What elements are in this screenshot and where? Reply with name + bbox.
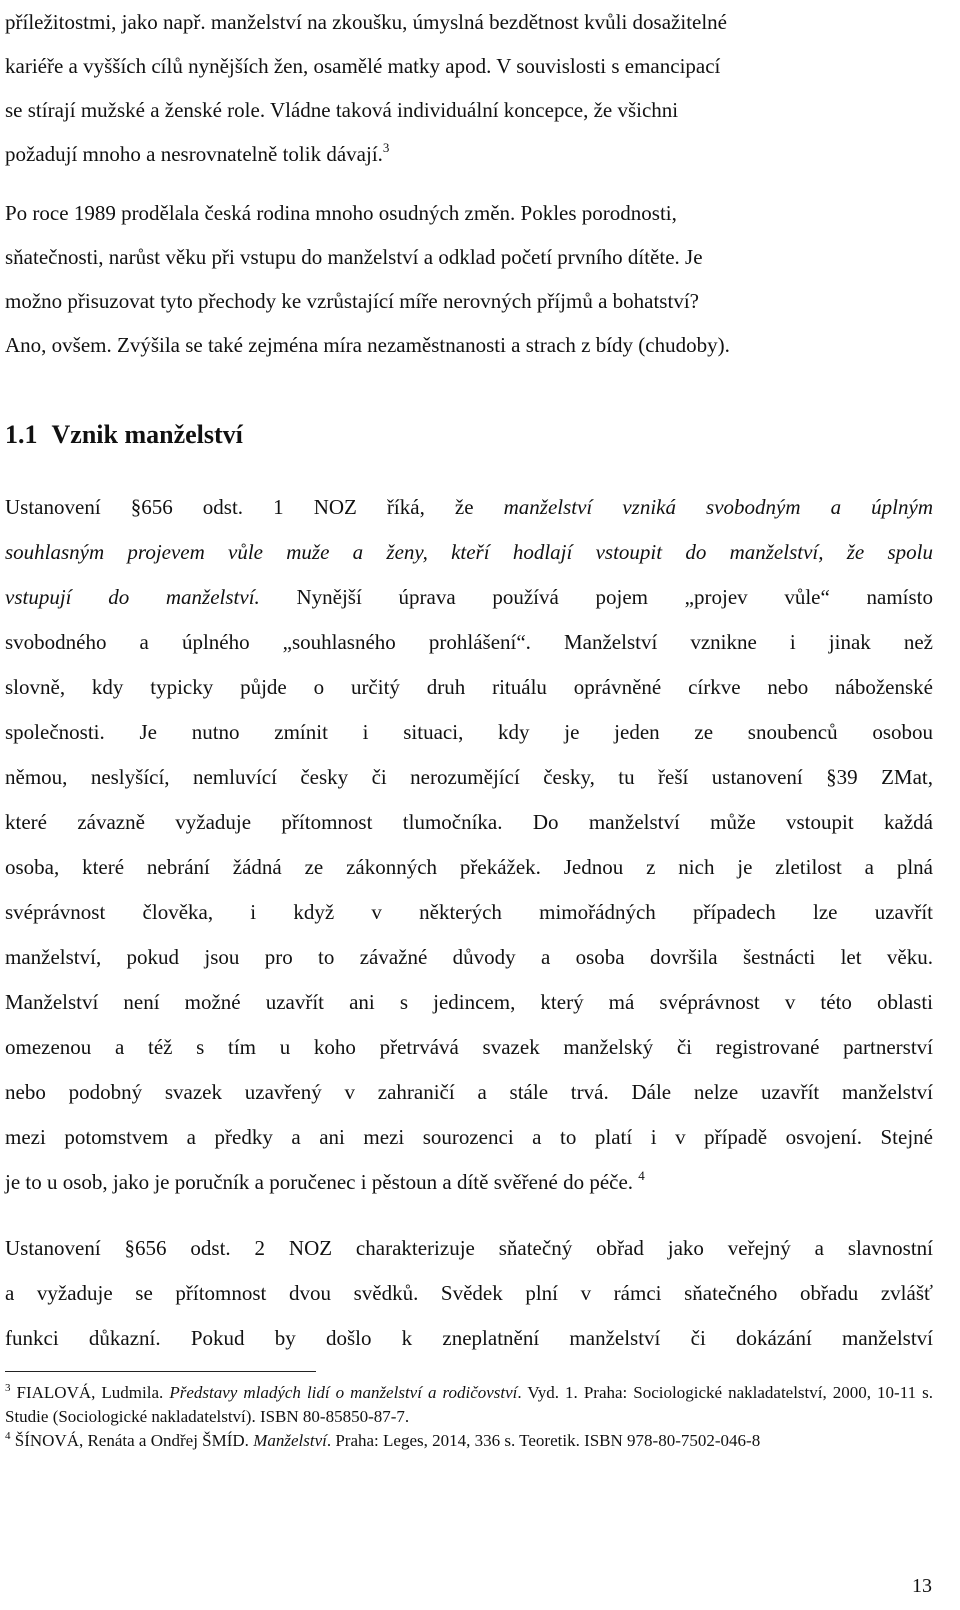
text-line: Po roce 1989 prodělala česká rodina mnoho osudných změn. Pokles porodnosti, <box>5 201 677 225</box>
text-line: sňatečnosti, narůst věku při vstupu do manželství a odklad početí prvního dítěte. Je <box>5 245 703 269</box>
text-line: a vyžaduje se přítomnost dvou svědků. Svědek plní v rámci sňatečného obřadu zvlášť <box>5 1281 933 1305</box>
text-line: slovně, kdy typicky půjde o určitý druh rituálu oprávněné církve nebo náboženské <box>5 675 933 699</box>
text-line: Ano, ovšem. Zvýšila se také zejména míra nezaměstnanosti a strach z bídy (chudoby). <box>5 333 730 357</box>
text-line: manželství, pokud jsou pro to závažné důvody a osoba dovršila šestnácti let věku. <box>5 945 933 969</box>
footnote-number: 4 <box>5 1430 11 1442</box>
text-line <box>5 1160 933 1205</box>
footnote-separator <box>5 1371 316 1372</box>
text-line: osoba, které nebrání žádná ze zákonných překážek. Jednou z nich je zletilost a plná <box>5 855 933 879</box>
footnote-author: FIALOVÁ, Ludmila. <box>16 1383 170 1402</box>
footnote-number: 3 <box>5 1382 11 1394</box>
footnote-ref-4: 4 <box>638 1168 645 1183</box>
text-fragment: je to u osob, jako je poručník a poručenec i pěstoun a dítě svěřené do péče. <box>5 1170 634 1194</box>
text-line <box>5 575 933 620</box>
text-line: mezi potomstvem a předky a ani mezi sourozenci a to platí i v případě osvojení. Stejné <box>5 1125 933 1149</box>
text-line: omezenou a též s tím u koho přetrvává svazek manželský či registrované partnerství <box>5 1035 933 1059</box>
footnote-4 <box>5 1429 933 1453</box>
text-line: příležitostmi, jako např. manželství na zkoušku, úmyslná bezdětnost kvůli dosažitelné <box>5 10 727 34</box>
text-fragment: požadují mnoho a nesrovnatelně tolik dávají. <box>5 142 383 166</box>
section-number: 1.1 <box>5 420 38 449</box>
text-line: Manželství není možné uzavřít ani s jedincem, který má svéprávnost v této oblasti <box>5 990 933 1014</box>
italic-fragment: vstupují do manželství. <box>5 585 260 609</box>
text-line: se stírají mužské a ženské role. Vládne taková individuální koncepce, že všichni <box>5 98 679 122</box>
text-line: společnosti. Je nutno zmínit i situaci, kdy je jeden ze snoubenců osobou <box>5 720 933 744</box>
footnote-ref-3: 3 <box>382 140 390 155</box>
text-line <box>5 132 933 176</box>
text-line: nebo podobný svazek uzavřený v zahraničí a stále trvá. Dále nelze uzavřít manželství <box>5 1080 933 1104</box>
italic-fragment: manželství vzniká svobodným a úplným <box>503 495 933 519</box>
text-fragment: Ustanovení §656 odst. 1 NOZ říká, že <box>5 495 504 519</box>
footnote-citation: . Praha: Leges, 2014, 336 s. Teoretik. ISBN 978-80-7502-046-8 <box>326 1431 761 1450</box>
italic-fragment: souhlasným projevem vůle muže a ženy, kteří hodlají vstoupit do manželství, že spolu <box>5 540 933 564</box>
footnote-title: Manželství <box>253 1431 327 1450</box>
section-title: Vznik manželství <box>51 420 243 449</box>
paragraph-intro <box>5 0 933 176</box>
text-line: němou, neslyšící, nemluvící česky či nerozumějící česky, tu řeší ustanovení §39 ZMat, <box>5 765 933 789</box>
footnote-title: Představy mladých lidí o manželství a rodičovství <box>169 1383 518 1402</box>
page-number: 13 <box>912 1575 932 1597</box>
text-line <box>5 530 933 575</box>
text-line <box>5 485 933 530</box>
footnotes <box>5 1381 933 1453</box>
text-line: funkci důkazní. Pokud by došlo k zneplatnění manželství či dokázání manželství <box>5 1326 933 1350</box>
text-fragment: Nynější úprava používá pojem „projev vůle“ namísto <box>259 585 934 609</box>
footnote-citation: . Vyd. 1. Praha: Sociologické nakladatelství, 2000, 10-11 s. Studie (Sociologické nakladatelství). ISBN 80-85850-87-7. <box>5 1383 933 1426</box>
section-heading <box>5 418 243 452</box>
footnote-3 <box>5 1381 933 1429</box>
text-line: možno přisuzovat tyto přechody ke vzrůstající míře nerovných příjmů a bohatství? <box>5 289 699 313</box>
footnote-author: ŠÍNOVÁ, Renáta a Ondřej ŠMÍD. <box>14 1431 254 1450</box>
text-line: Ustanovení §656 odst. 2 NOZ charakterizuje sňatečný obřad jako veřejný a slavnostní <box>5 1236 933 1260</box>
text-line: které závazně vyžaduje přítomnost tlumočníka. Do manželství může vstoupit každá <box>5 810 933 834</box>
text-line: svobodného a úplného „souhlasného prohlášení“. Manželství vznikne i jinak než <box>5 630 933 654</box>
text-line: svéprávnost člověka, i když v některých mimořádných případech lze uzavřít <box>5 900 933 924</box>
text-line: kariéře a vyšších cílů nynějších žen, osamělé matky apod. V souvislosti s emancipací <box>5 54 721 78</box>
paragraph-656-1 <box>5 485 933 1205</box>
paragraph-656-2 <box>5 1226 933 1361</box>
paragraph-1989 <box>5 191 933 367</box>
